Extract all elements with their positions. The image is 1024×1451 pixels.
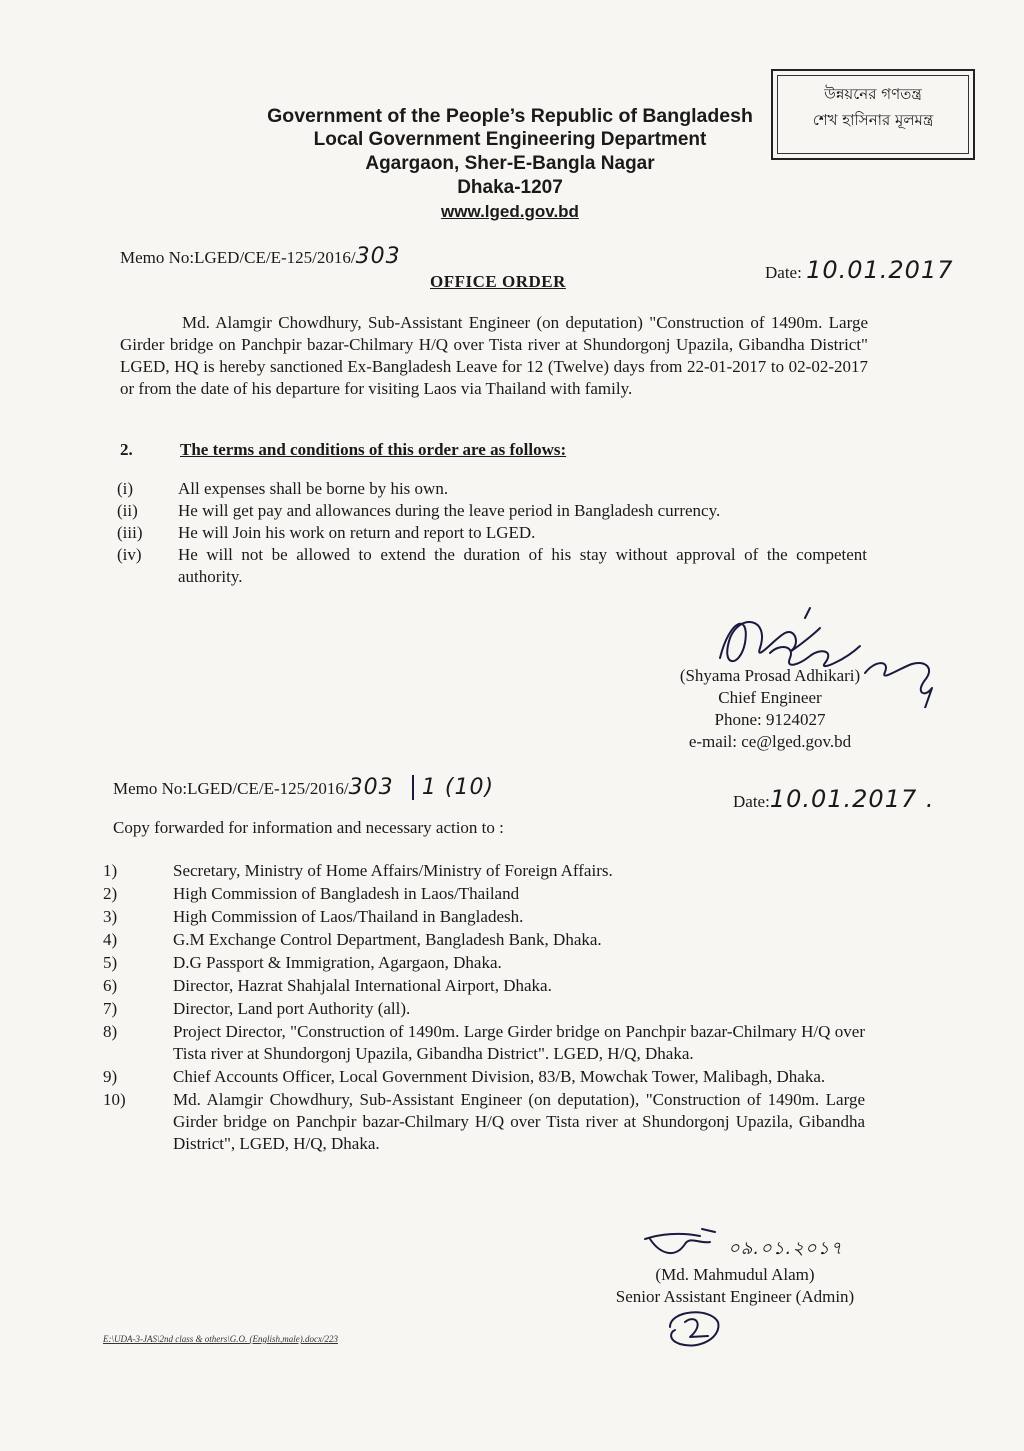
list-text: Md. Alamgir Chowdhury, Sub-Assistant Engineer (on deputation), "Construction of 1490m. Large Girder bridge on Panchpir bazar-Chilmary H/Q over Tista river at Shundorgonj Upazila, Gibandha District", LGED, H/Q, Dhaka. [173, 1090, 865, 1153]
list-item [103, 883, 865, 905]
signature-date-handwritten: ০৯.০১.২০১৭ [728, 1238, 844, 1259]
signatory-2-title: Senior Assistant Engineer (Admin) [615, 1287, 855, 1306]
website-link[interactable]: www.lged.gov.bd [441, 202, 579, 221]
condition-text: All expenses shall be borne by his own. [178, 479, 449, 498]
memo-date-2 [733, 785, 935, 813]
list-number: 6) [103, 976, 118, 995]
condition-number: (iv) [117, 545, 142, 564]
list-item [103, 860, 865, 882]
list-item [103, 975, 865, 997]
recipient-list [103, 860, 865, 1156]
date-handwritten: 10.01.2017 . [769, 785, 935, 813]
signatory-1-title: Chief Engineer [718, 688, 822, 707]
order-body: Md. Alamgir Chowdhury, Sub-Assistant Engineer (on deputation) "Construction of 1490m. Large Girder bridge on Panchpir bazar-Chilmary H/Q over Tista river at Shundorgonj Upazila, Gibandha District" LGED, HQ is hereby sanctioned Ex-Bangladesh Leave for 12 (Twelve) days from 22-01-2017 to 02-02-2017 or from the date of his departure for visiting Laos via Thailand with family. [120, 313, 868, 398]
list-item [103, 1089, 865, 1155]
list-text: Secretary, Ministry of Home Affairs/Ministry of Foreign Affairs. [173, 861, 613, 880]
govt-name: Government of the People’s Republic of Bangladesh [267, 105, 753, 127]
initials-mark [660, 1302, 730, 1352]
letterhead [240, 104, 780, 224]
copy-intro: Copy forwarded for information and necessary action to : [113, 818, 504, 837]
list-item [103, 1066, 865, 1088]
list-number: 9) [103, 1067, 118, 1086]
memo-line-1 [120, 244, 401, 269]
memo-number-handwritten: 303 [348, 775, 394, 800]
list-number: 2) [103, 884, 118, 903]
slogan-line-2: শেখ হাসিনার মূলমন্ত্র [812, 111, 934, 129]
condition-item [117, 500, 867, 522]
signatory-2-block [585, 1264, 885, 1308]
date-handwritten: 10.01.2017 [806, 256, 954, 284]
memo-sub-number-handwritten: 1 (10) [412, 775, 494, 800]
list-number: 8) [103, 1022, 118, 1041]
slogan-line-1: উন্নয়নের গণতন্ত্র [824, 85, 922, 103]
list-text: Director, Hazrat Shahjalal International Airport, Dhaka. [173, 976, 552, 995]
condition-number: (i) [117, 479, 134, 498]
document-title: OFFICE ORDER [430, 272, 566, 291]
department-name: Local Government Engineering Department [313, 129, 707, 150]
memo-line-2 [113, 775, 494, 800]
terms-number: 2. [120, 440, 133, 459]
list-text: D.G Passport & Immigration, Agargaon, Dhaka. [173, 953, 502, 972]
signatory-1-phone: Phone: 9124027 [714, 710, 826, 729]
list-text: Project Director, "Construction of 1490m. Large Girder bridge on Panchpir bazar-Chilmary H/Q over Tista river at Shundorgonj Upazila, Gibandha District". LGED, H/Q, Dhaka. [173, 1022, 865, 1063]
list-number: 7) [103, 999, 118, 1018]
signatory-2-name: (Md. Mahmudul Alam) [655, 1265, 815, 1284]
city-line: Dhaka-1207 [457, 177, 563, 198]
condition-item [117, 544, 867, 588]
list-text: High Commission of Bangladesh in Laos/Thailand [173, 884, 520, 903]
list-text: G.M Exchange Control Department, Bangladesh Bank, Dhaka. [173, 930, 602, 949]
date-label: Date: [765, 263, 802, 282]
list-text: High Commission of Laos/Thailand in Bangladesh. [173, 907, 524, 926]
signatory-1-email: e-mail: ce@lged.gov.bd [688, 732, 852, 751]
list-item [103, 952, 865, 974]
slogan-box [771, 69, 975, 160]
list-number: 5) [103, 953, 118, 972]
list-text: Chief Accounts Officer, Local Government Division, 83/B, Mowchak Tower, Malibagh, Dhaka. [173, 1067, 826, 1086]
signatory-1-block [650, 665, 890, 753]
terms-heading-text: The terms and conditions of this order are as follows: [180, 440, 567, 459]
condition-item [117, 478, 867, 500]
list-number: 3) [103, 907, 118, 926]
address-line: Agargaon, Sher-E-Bangla Nagar [365, 153, 655, 174]
condition-number: (ii) [117, 501, 138, 520]
memo-number-handwritten: 303 [355, 244, 401, 269]
list-text: Director, Land port Authority (all). [173, 999, 411, 1018]
memo-prefix: Memo No:LGED/CE/E-125/2016/ [120, 248, 356, 267]
list-item [103, 906, 865, 928]
condition-number: (iii) [117, 523, 143, 542]
memo-prefix: Memo No:LGED/CE/E-125/2016/ [113, 779, 349, 798]
list-number: 10) [103, 1090, 126, 1109]
terms-heading [120, 440, 566, 460]
list-item [103, 1021, 865, 1065]
condition-text: He will get pay and allowances during the leave period in Bangladesh currency. [178, 501, 721, 520]
list-number: 4) [103, 930, 118, 949]
signatory-1-name: (Shyama Prosad Adhikari) [679, 666, 861, 685]
memo-date-1 [765, 256, 954, 284]
condition-item [117, 522, 867, 544]
senior-engineer-signature [640, 1224, 730, 1264]
date-label: Date: [733, 792, 770, 811]
condition-text: He will Join his work on return and report to LGED. [178, 523, 536, 542]
list-item [103, 998, 865, 1020]
list-item [103, 929, 865, 951]
list-number: 1) [103, 861, 118, 880]
file-path-footer: E:\UDA-3-JAS\2nd class & others\G.O. (English,male).docx/223 [103, 1334, 338, 1344]
condition-text: He will not be allowed to extend the duration of his stay without approval of the competent authority. [178, 545, 867, 586]
